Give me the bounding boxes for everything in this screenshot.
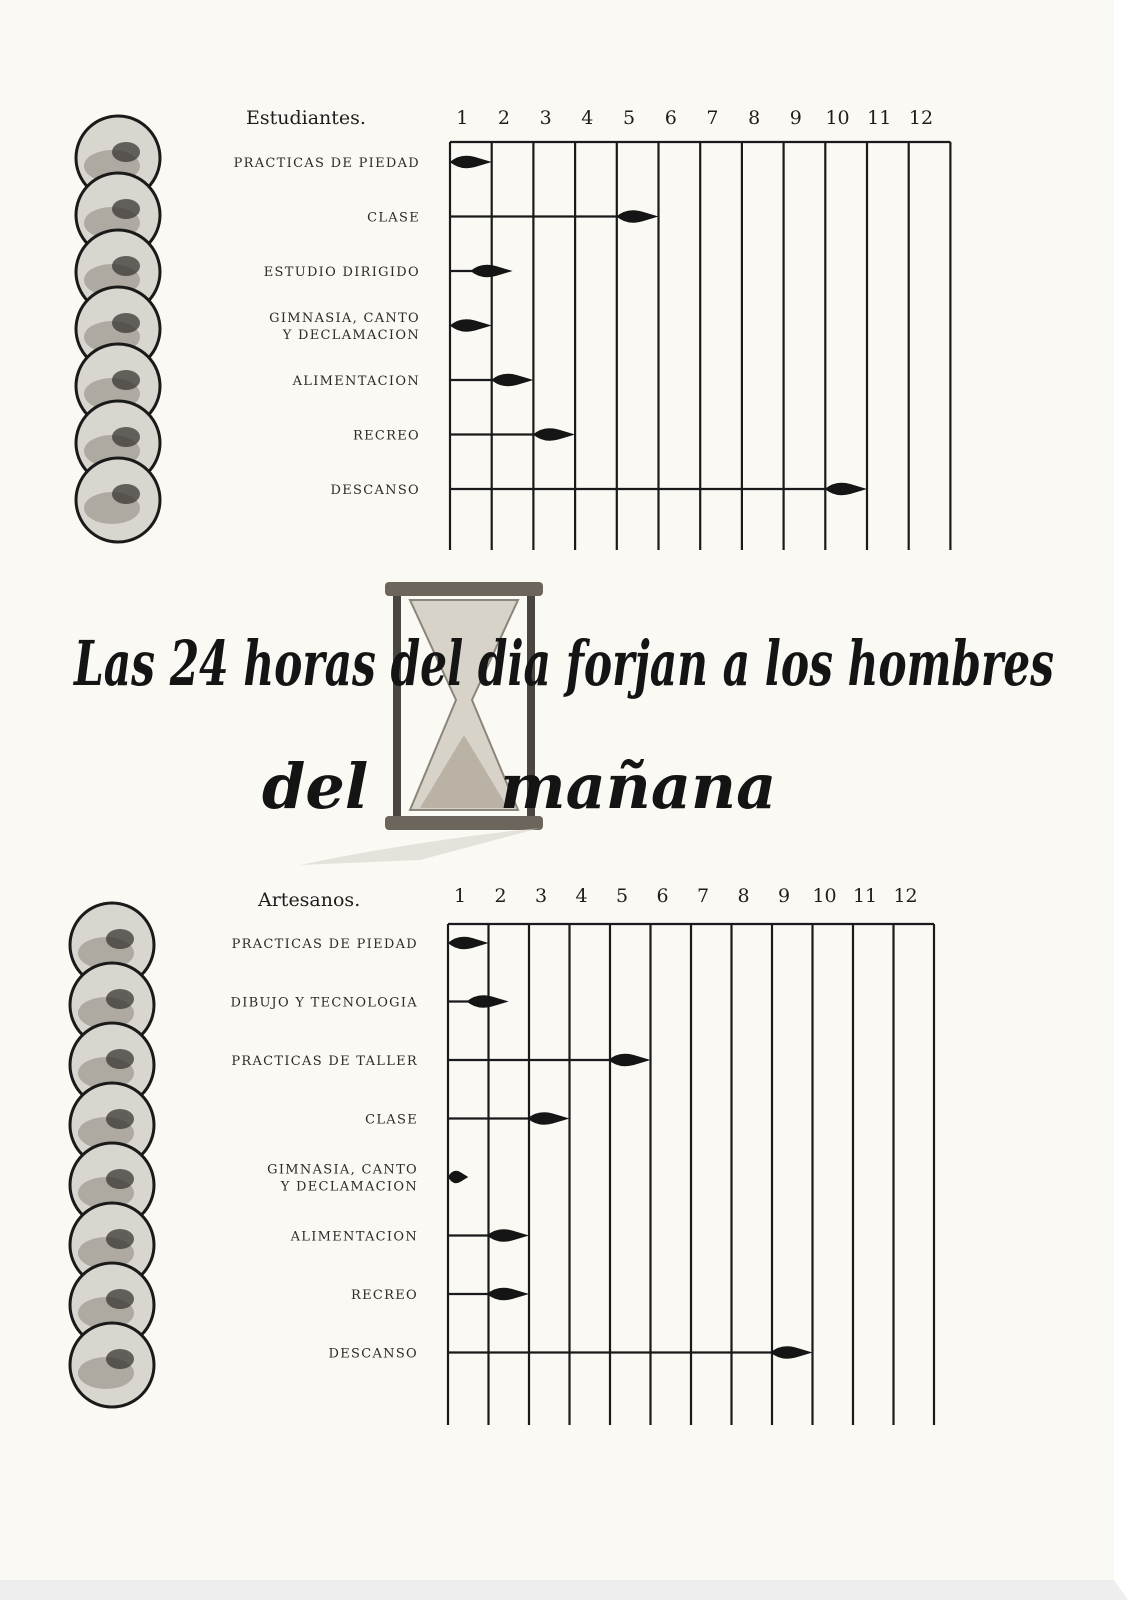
artisans-grid — [448, 924, 934, 1425]
students-x-tick-label: 10 — [825, 107, 850, 129]
artisans-x-tick-label: 11 — [852, 885, 878, 907]
students-bar-arrowhead — [491, 374, 533, 386]
artisans-x-tick-label: 3 — [535, 885, 548, 907]
artisans-activity-label: DIBUJO Y TECNOLOGIA — [230, 995, 418, 1011]
artisans-bar-arrowhead — [448, 937, 489, 949]
students-activity-label: DESCANSO — [330, 483, 420, 498]
artisans-x-tick-label: 9 — [778, 885, 791, 907]
students-x-tick-label: 5 — [623, 107, 636, 129]
artisans-x-tick-label: 1 — [454, 885, 467, 907]
students-x-tick-label: 3 — [539, 107, 552, 129]
artisans-x-tick-label: 2 — [494, 885, 507, 907]
artisans-chart-title: Artesanos. — [258, 889, 361, 911]
students-activity-label: GIMNASIA, CANTO — [269, 311, 420, 326]
students-x-tick-label: 9 — [789, 107, 802, 129]
bed-icon — [76, 458, 160, 542]
students-x-ticks — [456, 107, 933, 129]
artisans-bar-arrowhead — [487, 1229, 529, 1241]
artisans-medallions — [70, 903, 154, 1407]
students-x-tick-label: 7 — [706, 107, 719, 129]
students-x-tick-label: 2 — [497, 107, 511, 129]
artisans-x-tick-label: 10 — [812, 885, 837, 907]
artisans-x-tick-label: 7 — [697, 885, 710, 907]
bed-icon — [70, 1323, 154, 1407]
artisans-x-tick-label: 5 — [616, 885, 629, 907]
students-medallions — [76, 116, 160, 542]
artisans-chart — [0, 875, 1128, 1435]
artisans-x-tick-label: 8 — [737, 885, 750, 907]
students-chart-title: Estudiantes. — [246, 107, 366, 129]
students-bar-arrowhead — [450, 319, 492, 331]
artisans-bar-arrowhead — [528, 1112, 570, 1124]
students-activity-label: ALIMENTACION — [292, 374, 420, 389]
students-activity-label: CLASE — [367, 210, 420, 226]
artisans-bar-arrowhead — [609, 1054, 651, 1066]
artisans-bar-arrowhead — [771, 1346, 813, 1358]
students-activity-labels — [234, 156, 420, 498]
students-activity-label: Y DECLAMACION — [282, 328, 420, 343]
artisans-activity-label: GIMNASIA, CANTO — [267, 1162, 418, 1178]
artisans-activity-labels — [231, 937, 418, 1362]
headline — [0, 560, 1128, 880]
students-chart — [0, 90, 1128, 560]
students-x-tick-label: 6 — [664, 107, 677, 129]
headline-line-2-left: del — [262, 750, 369, 823]
artisans-bar-arrowhead — [448, 1171, 468, 1183]
students-bar-arrowhead — [471, 265, 513, 277]
students-bar-arrowhead — [450, 156, 492, 168]
students-activity-label: ESTUDIO DIRIGIDO — [263, 265, 420, 280]
artisans-activity-label: PRACTICAS DE PIEDAD — [231, 937, 418, 952]
artisans-x-ticks — [454, 885, 918, 907]
students-bar-arrowhead — [617, 210, 659, 222]
students-x-tick-label: 1 — [456, 107, 469, 129]
artisans-activity-label: CLASE — [365, 1112, 418, 1128]
artisans-bar-arrowhead — [487, 1288, 529, 1300]
artisans-activity-label: PRACTICAS DE TALLER — [231, 1054, 418, 1069]
artisans-activity-label: RECREO — [351, 1288, 418, 1303]
artisans-bar-arrowhead — [467, 995, 509, 1007]
artisans-x-tick-label: 6 — [656, 885, 669, 907]
students-x-tick-label: 12 — [908, 107, 934, 129]
students-x-tick-label: 4 — [581, 107, 594, 129]
artisans-activity-label: ALIMENTACION — [290, 1229, 418, 1245]
students-bar-arrowhead — [533, 428, 575, 440]
artisans-x-tick-label: 12 — [893, 885, 918, 907]
students-x-tick-label: 8 — [748, 107, 761, 129]
students-activity-label: RECREO — [353, 428, 420, 444]
students-x-tick-label: 11 — [867, 107, 892, 129]
artisans-activity-label: DESCANSO — [328, 1346, 418, 1362]
headline-line-1: Las 24 horas del dia forjan a los hombres — [72, 627, 1054, 700]
artisans-activity-label: Y DECLAMACION — [280, 1179, 418, 1195]
artisans-x-tick-label: 4 — [575, 885, 588, 907]
headline-line-2-right: mañana — [500, 750, 777, 823]
artisans-bars — [448, 937, 813, 1359]
students-bar-arrowhead — [825, 483, 867, 495]
students-activity-label: PRACTICAS DE PIEDAD — [233, 156, 420, 171]
